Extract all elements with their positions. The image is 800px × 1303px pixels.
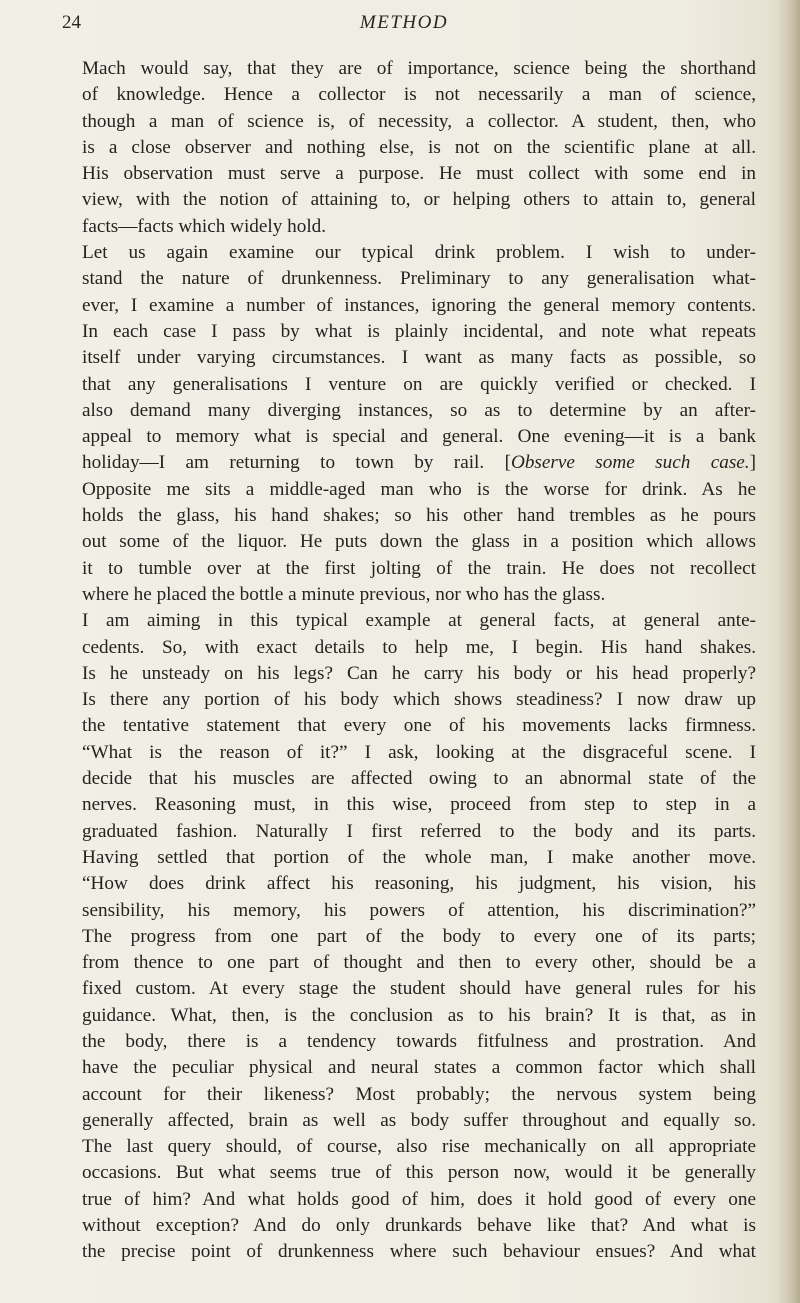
text-line: fixed custom. At every stage the student should have general rules for his	[82, 978, 756, 1000]
text-line: Let us again examine our typical drink problem. I wish to under-	[82, 242, 756, 264]
text-line: Is there any portion of his body which shows steadiness? I now draw up	[82, 689, 756, 711]
text-line: without exception? And do only drunkards behave like that? And what is	[82, 1215, 756, 1237]
text-line: graduated fashion. Naturally I first referred to the body and its parts.	[82, 820, 756, 842]
text-line: have the peculiar physical and neural states a common factor which shall	[82, 1057, 756, 1079]
text-line: from thence to one part of thought and then to every other, should be a	[82, 952, 756, 974]
page-header	[62, 12, 746, 42]
page-number: 24	[62, 12, 81, 33]
text-line: nerves. Reasoning must, in this wise, proceed from step to step in a	[82, 794, 756, 816]
page-edge-shadow	[778, 0, 800, 1303]
text-line: the body, there is a tendency towards fitfulness and prostration. And	[82, 1030, 756, 1052]
text-line: of knowledge. Hence a collector is not necessarily a man of science,	[82, 84, 756, 106]
text-line: holiday—I am returning to town by rail. [Observe some such case.]	[82, 452, 756, 474]
text-line: guidance. What, then, is the conclusion as to his brain? It is that, as in	[82, 1004, 756, 1026]
text-line: out some of the liquor. He puts down the glass in a position which allows	[82, 531, 756, 553]
text-line: His observation must serve a purpose. He must collect with some end in	[82, 163, 756, 185]
text-line: where he placed the bottle a minute previous, nor who has the glass.	[82, 583, 606, 605]
text-line: Is he unsteady on his legs? Can he carry his body or his head properly?	[82, 662, 756, 684]
text-line: I am aiming in this typical example at general facts, at general ante-	[82, 610, 756, 632]
text-line: “How does drink affect his reasoning, his judgment, his vision, his	[82, 873, 756, 895]
text-line: facts—facts which widely hold.	[82, 215, 327, 237]
text-line: it to tumble over at the first jolting of the train. He does not recollect	[82, 557, 756, 579]
text-line: Mach would say, that they are of importance, science being the shorthand	[82, 58, 756, 79]
text-line: “What is the reason of it?” I ask, looking at the disgraceful scene. I	[82, 741, 756, 763]
text-line: view, with the notion of attaining to, or helping others to attain to, general	[82, 189, 756, 211]
text-line: holds the glass, his hand shakes; so his other hand trembles as he pours	[82, 505, 756, 527]
text-line: true of him? And what holds good of him, does it hold good of every one	[82, 1188, 756, 1210]
text-line: the tentative statement that every one of his movements lacks firmness.	[82, 715, 756, 737]
text-line: The last query should, of course, also rise mechanically on all appropriate	[82, 1136, 756, 1158]
text-line: The progress from one part of the body to every one of its parts;	[82, 925, 756, 947]
text-line: sensibility, his memory, his powers of attention, his discrimination?”	[82, 899, 756, 921]
text-line: though a man of science is, of necessity, a collector. A student, then, who	[82, 110, 756, 132]
text-line: ever, I examine a number of instances, ignoring the general memory contents.	[82, 294, 756, 316]
text-line: itself under varying circumstances. I want as many facts as possible, so	[82, 347, 756, 369]
text-line: is a close observer and nothing else, is not on the scientific plane at all.	[82, 136, 756, 158]
text-line: that any generalisations I venture on are quickly verified or checked. I	[82, 373, 756, 395]
text-line: stand the nature of drunkenness. Preliminary to any generalisation what-	[82, 268, 756, 290]
body-text	[82, 56, 756, 1266]
text-line: appeal to memory what is special and general. One evening—it is a bank	[82, 426, 756, 448]
running-head: METHOD	[359, 12, 449, 33]
text-line: cedents. So, with exact details to help me, I begin. His hand shakes.	[82, 636, 756, 658]
text-line: also demand many diverging instances, so as to determine by an after-	[82, 399, 756, 421]
text-line: In each case I pass by what is plainly incidental, and note what repeats	[82, 320, 756, 342]
text-line: Opposite me sits a middle-aged man who is the worse for drink. As he	[82, 478, 756, 500]
text-line: account for their likeness? Most probably; the nervous system being	[82, 1083, 756, 1105]
text-line: occasions. But what seems true of this person now, would it be generally	[82, 1162, 756, 1184]
text-line: generally affected, brain as well as body suffer throughout and equally so.	[82, 1109, 756, 1131]
text-line: decide that his muscles are affected owing to an abnormal state of the	[82, 768, 756, 790]
text-line: Having settled that portion of the whole man, I make another move.	[82, 846, 756, 868]
text-line: the precise point of drunkenness where such behaviour ensues? And what	[82, 1241, 756, 1263]
